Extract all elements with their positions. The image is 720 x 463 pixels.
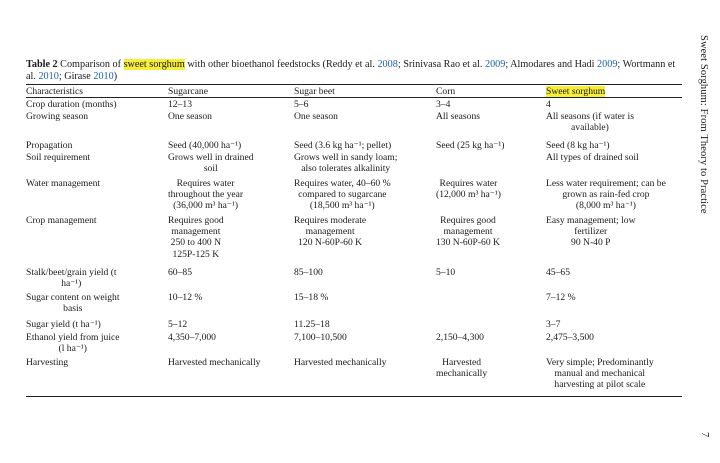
table-cell: One season bbox=[294, 111, 338, 122]
citation-link[interactable]: 2010 bbox=[38, 71, 59, 83]
table-cell: Seed (8 kg ha⁻¹) bbox=[546, 140, 610, 151]
table-cell: All seasons (if water is available) bbox=[546, 111, 634, 134]
citation-link[interactable]: 2009 bbox=[484, 59, 506, 70]
citation-link[interactable]: 2009 bbox=[597, 59, 618, 70]
caption-text: Comparison of bbox=[57, 59, 124, 70]
table-top-rule bbox=[26, 84, 682, 85]
table-cell: Harvested mechanically bbox=[294, 357, 387, 368]
row-label: Propagation bbox=[26, 140, 73, 151]
table-cell: All seasons bbox=[436, 111, 480, 122]
table-cell: Requires water (12,000 m³ ha⁻¹) bbox=[436, 178, 501, 201]
table-label: Table 2 bbox=[26, 59, 58, 70]
running-head: Sweet Sorghum: From Theory to Practice bbox=[698, 35, 709, 214]
table-cell: Grows well in drained soil bbox=[168, 152, 254, 175]
table-cell: 2,475–3,500 bbox=[546, 332, 594, 343]
table-cell: Requires good management 250 to 400 N 125P-125 K bbox=[168, 215, 224, 260]
table-cell: All types of drained soil bbox=[546, 152, 639, 163]
caption-text: ; Almodares and Hadi bbox=[505, 59, 598, 70]
table-cell: Easy management; low fertilizer 90 N-40 P bbox=[546, 215, 636, 249]
citation-link[interactable]: 2008 bbox=[377, 59, 398, 70]
table-cell: 5–10 bbox=[436, 267, 456, 278]
table-cell: Very simple; Predominantly manual and mechanical harvesting at pilot scale bbox=[546, 357, 654, 391]
table-bottom-rule bbox=[26, 396, 682, 397]
table-cell: One season bbox=[168, 111, 212, 122]
table-cell: Requires moderate management 120 N-60P-60 K bbox=[294, 215, 367, 249]
table-cell: 45–65 bbox=[546, 267, 570, 278]
table-cell: Less water requirement; can be grown as rain-fed crop (8,000 m³ ha⁻¹) bbox=[546, 178, 666, 212]
table-cell: 4,350–7,000 bbox=[168, 332, 216, 343]
table-cell: Seed (25 kg ha⁻¹) bbox=[436, 140, 505, 151]
table-cell: Requires water throughout the year (36,000 m³ ha⁻¹) bbox=[168, 178, 244, 212]
row-label: Sugar content on weight basis bbox=[26, 292, 120, 315]
column-header: Sugar beet bbox=[294, 86, 335, 97]
table-caption bbox=[26, 59, 682, 84]
table-cell: 12–13 bbox=[168, 99, 192, 110]
highlighted-term: sweet sorghum bbox=[123, 59, 185, 70]
row-label: Crop management bbox=[26, 215, 97, 226]
row-label: Stalk/beet/grain yield (t ha⁻¹) bbox=[26, 267, 117, 290]
row-label: Harvesting bbox=[26, 357, 69, 368]
table-cell: Grows well in sandy loam; also tolerates alkalinity bbox=[294, 152, 398, 175]
caption-text: ) bbox=[113, 71, 118, 83]
table-cell: 85–100 bbox=[294, 267, 323, 278]
table-cell: 60–85 bbox=[168, 267, 192, 278]
table-cell: 15–18 % bbox=[294, 292, 329, 303]
column-header: Sugarcane bbox=[168, 86, 208, 97]
table-cell: 3–7 bbox=[546, 319, 561, 330]
table-cell: Requires water, 40–60 % compared to sugarcane (18,500 m³ ha⁻¹) bbox=[294, 178, 391, 212]
table-cell: 5–12 bbox=[168, 319, 188, 330]
table-cell: 4 bbox=[546, 99, 551, 110]
table-cell: Seed (3.6 kg ha⁻¹; pellet) bbox=[294, 140, 392, 151]
page-number: 7 bbox=[699, 432, 710, 438]
table-cell: 11.25–18 bbox=[294, 319, 330, 330]
citation-link[interactable]: 2010 bbox=[93, 71, 114, 83]
column-header bbox=[546, 86, 605, 97]
caption-text: with other bioethanol feedstocks (Reddy et al. bbox=[184, 59, 378, 70]
table-cell: 5–6 bbox=[294, 99, 309, 110]
caption-text: ; Srinivasa Rao et al. bbox=[397, 59, 485, 70]
row-label: Water management bbox=[26, 178, 101, 189]
table-cell: 10–12 % bbox=[168, 292, 203, 303]
row-label: Crop duration (months) bbox=[26, 99, 117, 110]
row-label: Soil requirement bbox=[26, 152, 91, 163]
caption-text: ; Girase bbox=[58, 71, 94, 83]
column-header: Corn bbox=[436, 86, 456, 97]
table-cell: Harvested mechanically bbox=[436, 357, 488, 380]
table-cell: 7,100–10,500 bbox=[294, 332, 347, 343]
table-cell: Seed (40,000 ha⁻¹) bbox=[168, 140, 242, 151]
table-cell: 3–4 bbox=[436, 99, 451, 110]
row-label: Growing season bbox=[26, 111, 89, 122]
highlighted-term: Sweet sorghum bbox=[546, 86, 606, 97]
caption-text: ; Wortmann et al. bbox=[26, 59, 676, 83]
table-cell: 7–12 % bbox=[546, 292, 576, 303]
table-cell: Harvested mechanically bbox=[168, 357, 261, 368]
row-label: Sugar yield (t ha⁻¹) bbox=[26, 319, 101, 330]
column-header: Characteristics bbox=[26, 86, 84, 97]
table-cell: 2,150–4,300 bbox=[436, 332, 484, 343]
row-label: Ethanol yield from juice (l ha⁻¹) bbox=[26, 332, 120, 355]
table-cell: Requires good management 130 N-60P-60 K bbox=[436, 215, 500, 249]
